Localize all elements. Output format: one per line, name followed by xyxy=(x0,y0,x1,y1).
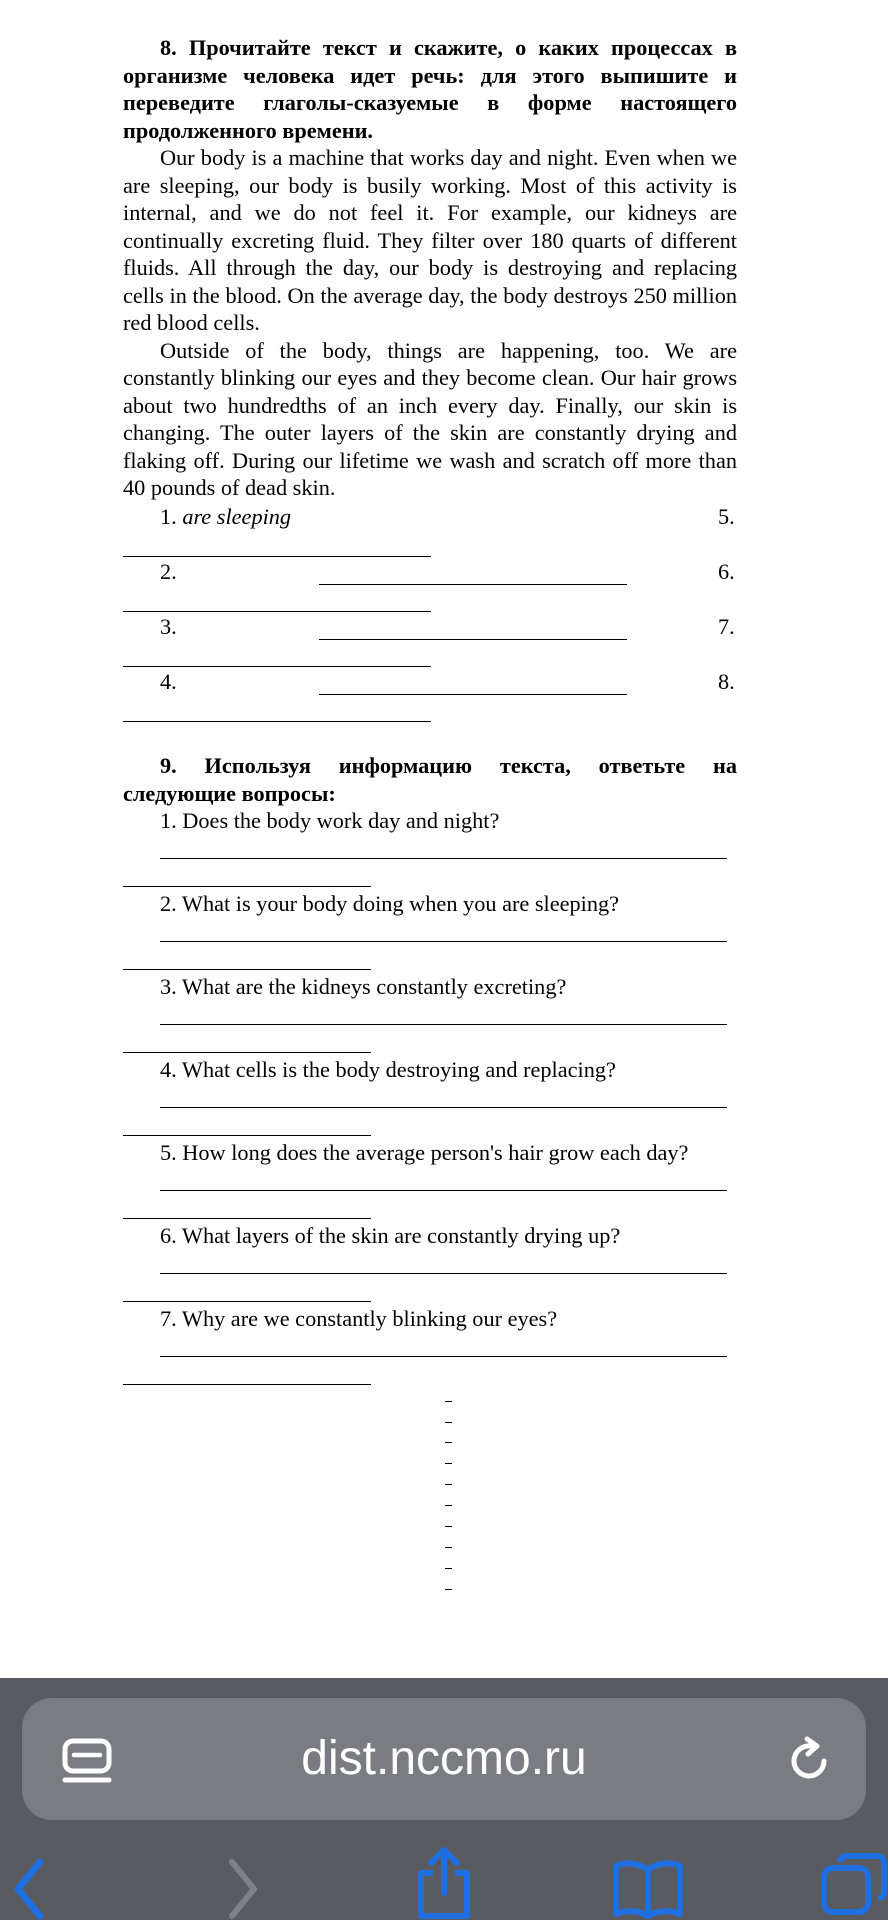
question-7: 7. Why are we constantly blinking our eyes? xyxy=(160,1306,558,1331)
dash-mark xyxy=(445,1484,452,1485)
answer-line[interactable] xyxy=(123,666,431,667)
answer-label-5: 5. xyxy=(718,504,735,529)
question-answer-line[interactable] xyxy=(160,1273,727,1274)
question-answer-line[interactable] xyxy=(123,1135,371,1136)
exercise-8 xyxy=(123,34,737,502)
question-answer-line[interactable] xyxy=(123,886,371,887)
question-3: 3. What are the kidneys constantly excreting? xyxy=(160,974,567,999)
answer-label-3: 3. xyxy=(160,614,177,639)
answer-label-1: 1. are sleeping xyxy=(160,504,292,529)
answer-label-6: 6. xyxy=(718,559,735,584)
dash-mark xyxy=(445,1547,452,1548)
browser-toolbar xyxy=(0,1678,888,1920)
dash-mark xyxy=(445,1422,452,1423)
question-answer-line[interactable] xyxy=(123,969,371,970)
dash-mark xyxy=(445,1505,452,1506)
question-answer-line[interactable] xyxy=(160,1190,727,1191)
address-bar[interactable] xyxy=(22,1698,866,1820)
url-text[interactable]: dist.nccmo.ru xyxy=(301,1732,587,1785)
answer-line[interactable] xyxy=(123,556,431,557)
question-4: 4. What cells is the body destroying and replacing? xyxy=(160,1057,616,1082)
answer-line[interactable] xyxy=(319,584,627,585)
answer-line[interactable] xyxy=(123,721,431,722)
question-2: 2. What is your body doing when you are sleeping? xyxy=(160,891,620,916)
example-answer: are sleeping xyxy=(182,504,292,529)
exercise-8-heading: 8. Прочитайте текст и скажите, о каких процессах в организме человека идет речь: для этого выпишите и переведите глаголы-сказуемые в форме настоящего продолженного времени. xyxy=(123,35,737,143)
answer-label-7: 7. xyxy=(718,614,735,639)
dash-mark xyxy=(445,1401,452,1402)
share-icon[interactable] xyxy=(413,1845,475,1925)
question-1: 1. Does the body work day and night? xyxy=(160,808,500,833)
answer-line[interactable] xyxy=(123,611,431,612)
dash-mark xyxy=(445,1526,452,1527)
exercise-8-paragraph-2: Outside of the body, things are happening, too. We are constantly blinking our eyes and they become clean. Our hair grows about two hundredths of an inch every day. Finally, our skin is changing. The outer layers of the skin are constantly drying and flaking off. During our lifetime we wash and scratch off more than 40 pounds of dead skin. xyxy=(123,337,737,500)
answer-line[interactable] xyxy=(319,694,627,695)
answer-label-8: 8. xyxy=(718,669,735,694)
question-answer-line[interactable] xyxy=(160,1107,727,1108)
reload-icon[interactable] xyxy=(784,1735,834,1790)
question-answer-line[interactable] xyxy=(123,1384,371,1385)
dash-mark xyxy=(445,1442,452,1443)
dash-mark xyxy=(445,1463,452,1464)
dash-mark xyxy=(445,1568,452,1569)
question-answer-line[interactable] xyxy=(123,1052,371,1053)
back-icon[interactable] xyxy=(10,1858,50,1925)
exercise-9 xyxy=(123,752,737,807)
question-answer-line[interactable] xyxy=(123,1301,371,1302)
bookmarks-icon[interactable] xyxy=(612,1858,684,1925)
question-6: 6. What layers of the skin are constantly drying up? xyxy=(160,1223,621,1248)
question-answer-line[interactable] xyxy=(160,1024,727,1025)
forward-icon[interactable] xyxy=(222,1858,262,1925)
dash-mark xyxy=(445,1589,452,1590)
question-answer-line[interactable] xyxy=(160,941,727,942)
answer-label-4: 4. xyxy=(160,669,177,694)
question-5: 5. How long does the average person's hair grow each day? xyxy=(160,1140,689,1165)
answer-line[interactable] xyxy=(319,639,627,640)
exercise-9-heading: 9. Используя информацию текста, ответьте на следующие вопросы: xyxy=(123,753,737,806)
answer-label-2: 2. xyxy=(160,559,177,584)
question-answer-line[interactable] xyxy=(123,1218,371,1219)
tabs-icon[interactable] xyxy=(820,1852,888,1925)
question-answer-line[interactable] xyxy=(160,1356,727,1357)
question-answer-line[interactable] xyxy=(160,858,727,859)
exercise-8-paragraph-1: Our body is a machine that works day and night. Even when we are sleeping, our body is busily working. Most of this activity is internal, and we do not feel it. For example, our kidneys are continually excreting fluid. They filter over 180 quarts of different fluids. All through the day, our body is destroying and replacing cells in the blood. On the average day, the body destroys 250 million red blood cells. xyxy=(123,145,737,335)
